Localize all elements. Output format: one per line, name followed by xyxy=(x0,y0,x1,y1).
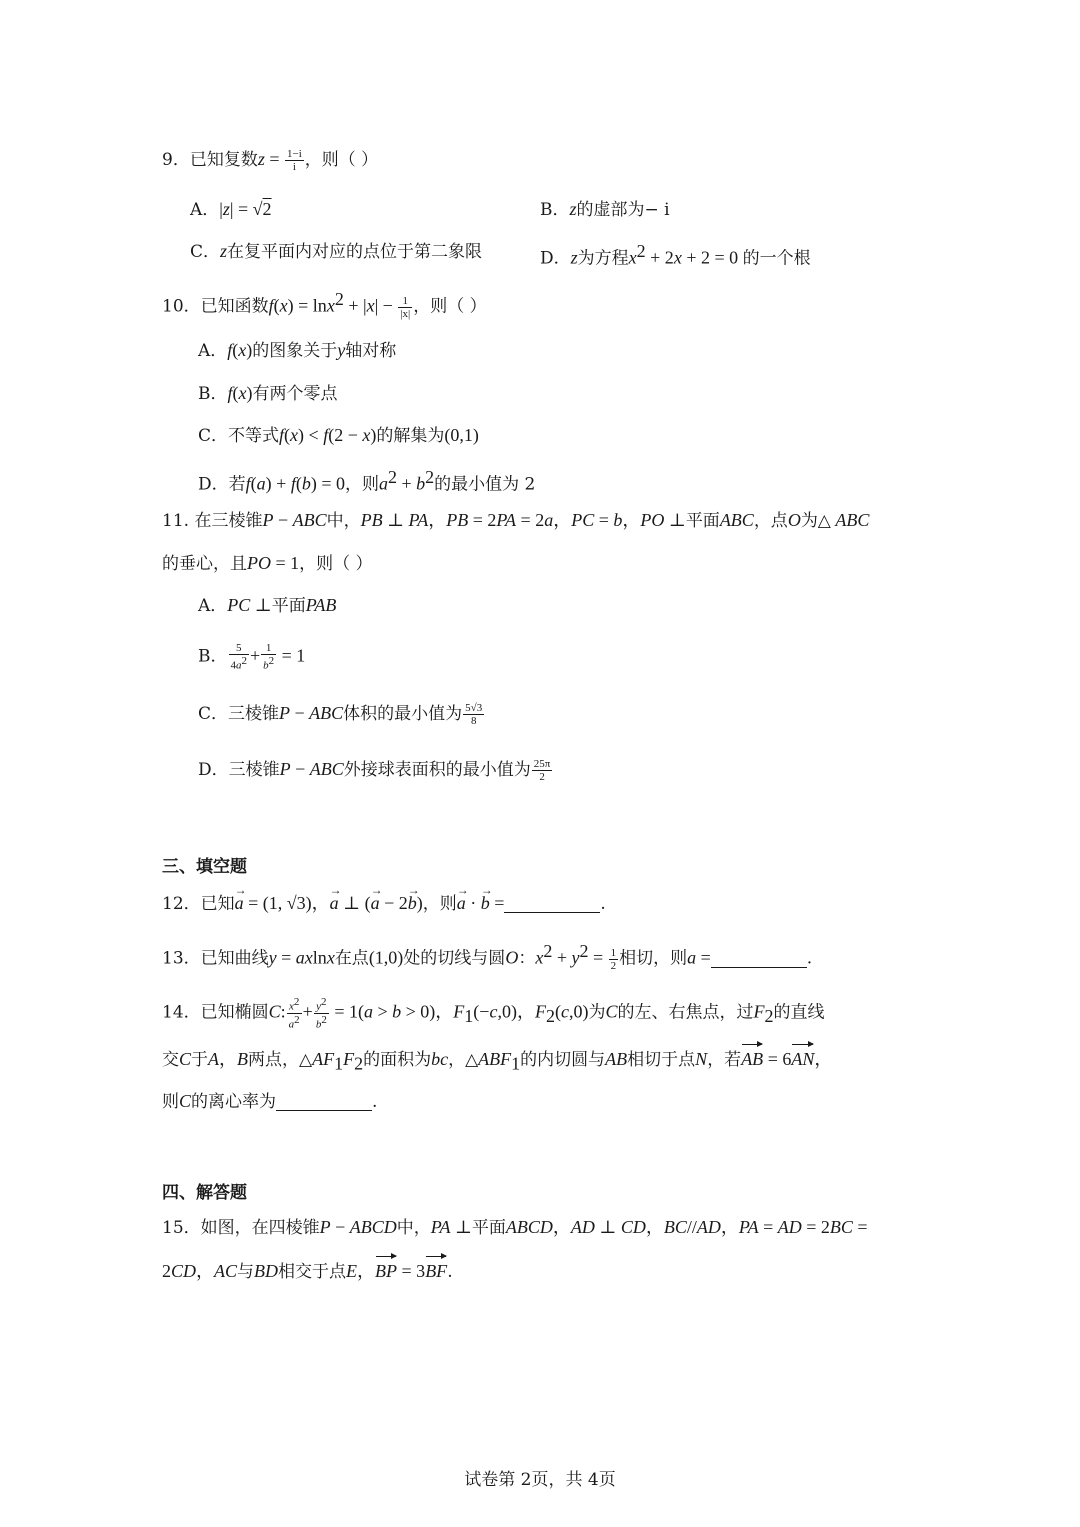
q11-optD-post: 外接球表面积的最小值为 xyxy=(343,760,531,780)
q10-fraction xyxy=(398,295,412,320)
q9-optA-tail: 2 xyxy=(262,199,272,219)
q11-optD-fraction xyxy=(532,758,553,783)
q9-optB-label: B． xyxy=(540,200,570,220)
q11-optC-den: 8 xyxy=(470,715,477,727)
q10-optD-pre: 若 xyxy=(228,474,246,495)
q15-line2-post: . xyxy=(447,1262,453,1282)
q14-line3-post: . xyxy=(372,1092,378,1112)
q11-stem1-a: 中， xyxy=(326,511,361,531)
q10-optA-label: A． xyxy=(198,341,228,361)
q11-optC-num: 5√3 xyxy=(465,702,483,714)
q15-line2-a: 与 xyxy=(237,1262,255,1282)
q11-optA-mid: 平面 xyxy=(271,596,306,616)
q13-mid1: 在点 xyxy=(334,948,369,969)
q15-line1-b: 平面 xyxy=(471,1218,506,1238)
section-fill-in-heading: 三、填空题 xyxy=(162,857,247,877)
q10-optD-post: 的最小值为 2 xyxy=(434,474,536,495)
q11-stem1-pre: 11. 在三棱锥 xyxy=(162,511,263,531)
q14-line3-pre: 则 xyxy=(162,1092,179,1112)
q15-line1-pre: 15．如图，在四棱锥 xyxy=(162,1218,320,1238)
q10-optD-label: D． xyxy=(198,474,229,495)
q9-stem-pre: 9．已知复数 xyxy=(162,150,258,170)
q12-post: . xyxy=(600,894,606,914)
q14-line2-g: ，若 xyxy=(707,1050,742,1070)
q11-stem-line2: 的垂心，且PO = 1，则（ ） xyxy=(162,553,373,574)
q9-frac-den: i xyxy=(292,161,296,173)
q11-stem1-d: 为△ xyxy=(800,511,831,531)
q13: 13．已知曲线y = axlnx在点(1,0)处的切线与圆O：$x^2 + y^2$ = $\frac{1}{2}$ 相切，则a = . xyxy=(162,941,813,972)
q10-optD-mid: ，则 xyxy=(344,474,379,495)
q14-line2-pre: 交 xyxy=(162,1050,179,1070)
q14-line2-f: 相切于点 xyxy=(627,1050,696,1070)
q15-line2-b: 相交于点 xyxy=(278,1262,347,1282)
q9-stem: 9．已知复数z = $\frac{1-i}{i}$ ，则（ ） xyxy=(162,148,379,173)
q12-mid: ，则 xyxy=(422,894,457,914)
q14-line2-d: ，△ xyxy=(448,1050,479,1070)
q11-option-b: B． $\frac{5}{4a^2}$ + $\frac{1}{b^2}$ = 1 xyxy=(198,642,306,672)
q11-optC-pre: 三棱锥 xyxy=(228,704,280,724)
q13-pre: 13．已知曲线 xyxy=(162,948,269,969)
q14-answer-blank xyxy=(276,1092,372,1111)
q11-optC-post: 体积的最小值为 xyxy=(343,704,463,724)
q13-mid2: 处的切线与圆 xyxy=(403,948,506,969)
q14-line2-c: 的面积为 xyxy=(363,1050,432,1070)
q14-line3-mid: 的离心率为 xyxy=(191,1092,277,1112)
q11-option-c: C．三棱锥P − ABC体积的最小值为 $\frac{5√3}{8}$ xyxy=(198,702,483,727)
q10-optB-post: 有两个零点 xyxy=(252,384,338,404)
q10-option-d: D．若f(a) + f(b) = 0，则$a^2 + b^2$的最小值为 2 xyxy=(198,467,536,495)
q10-optA-post: 轴对称 xyxy=(345,341,397,361)
q13-post: . xyxy=(806,948,813,969)
q11-stem-line1: 11. 在三棱锥P − ABC中，PB ⊥ PA，PB = 2PA = 2a，PC = b，PO ⊥平面ABC，点O为△ ABC xyxy=(162,510,870,531)
q11-option-a: A．PC ⊥平面PAB xyxy=(198,595,337,616)
q9-optA-label: A． xyxy=(190,200,220,220)
q9-option-d: D．z为方程$x^2 + 2x + 2 = 0$ 的一个根 xyxy=(540,241,811,269)
q9-optD-post: 的一个根 xyxy=(742,248,811,269)
q10-optC-mid: 的解集为 xyxy=(376,426,445,446)
q9-optD-label: D． xyxy=(540,248,571,269)
q10-option-c: C．不等式f(x) < f(2 − x)的解集为(0,1) xyxy=(198,425,479,446)
q10-stem-pre: 10．已知函数 xyxy=(162,296,269,317)
q10-stem: 10．已知函数f(x) = lnx$^2$ + |x| − $\frac{1}{|x|}$ ，则（ ） xyxy=(162,289,487,320)
q13-mid3: ： xyxy=(518,948,536,969)
q14-line1: 14．已知椭圆C: $\frac{x^2}{a^2}$ + $\frac{y^2}{b^2}$ = 1(a > b > 0)，$F_1(-c,0)$，$F_2(c,0)$为C的左、右焦点，过$F_2$的直线 xyxy=(162,996,825,1031)
q9-frac-num: 1−i xyxy=(287,148,302,160)
q9-optB-text: 的虚部为− i xyxy=(576,200,670,220)
q11-stem2-pre: 的垂心，且 xyxy=(162,554,247,574)
q11-stem1-c: ，点 xyxy=(753,511,788,531)
q9-stem-post: ，则（ ） xyxy=(304,150,379,170)
q14-line2-e: 的内切圆与 xyxy=(520,1050,606,1070)
q11-optC-fraction xyxy=(463,702,484,727)
q10-frac-num: 1 xyxy=(398,295,412,308)
q12: 12．已知→ a = (1, √3)，→ a ⊥ (→ a − 2→ b)，则→ a · → b = . xyxy=(162,890,606,917)
q11-stem2-post: ，则（ ） xyxy=(299,554,373,574)
q14-line2-a: 于 xyxy=(191,1050,209,1070)
q12-answer-blank xyxy=(504,894,600,913)
q11-optD-num: 25π xyxy=(533,758,551,770)
q9-option-c: C．z在复平面内对应的点位于第二象限 xyxy=(190,241,483,262)
q11-option-d: D．三棱锥P − ABC外接球表面积的最小值为 $\frac{25\pi}{2}$ xyxy=(198,758,551,783)
q11-optD-den: 2 xyxy=(539,771,545,783)
section-answer-heading: 四、解答题 xyxy=(162,1183,247,1203)
q11-optD-pre: 三棱锥 xyxy=(228,760,280,780)
q9-option-a: A．|z| = √2 xyxy=(190,199,272,220)
q10-frac-den: |x| xyxy=(400,307,411,320)
q11-optB-label: B． xyxy=(198,646,228,667)
q14-line1-mid: 为 xyxy=(588,1002,606,1023)
q14-line1-end: 的直线 xyxy=(773,1002,825,1023)
q13-mid4: 相切，则 xyxy=(619,948,688,969)
q10-optC-label: C． xyxy=(198,426,229,446)
q10-stem-post: ，则（ ） xyxy=(413,296,487,317)
q10-option-a: A．f(x)的图象关于y轴对称 xyxy=(198,340,397,361)
q11-stem1-b: 平面 xyxy=(685,511,720,531)
q11-optA-label: A． xyxy=(198,596,228,616)
q9-fraction xyxy=(285,148,304,173)
q9-optC-text: 在复平面内对应的点位于第二象限 xyxy=(227,242,483,262)
q10-option-b: B．f(x)有两个零点 xyxy=(198,383,338,404)
q9-optC-label: C． xyxy=(190,242,221,262)
q15-line2: 2CD，AC与BD相交于点E，BP = 3BF. xyxy=(162,1258,453,1285)
q14-line3: 则C的离心率为 . xyxy=(162,1091,378,1112)
q14-line2-b: 两点，△ xyxy=(248,1050,313,1070)
q10-optB-label: B． xyxy=(198,384,228,404)
q9-option-b: B．z的虚部为− i xyxy=(540,199,670,220)
q10-optC-pre: 不等式 xyxy=(228,426,280,446)
q12-pre: 12．已知 xyxy=(162,894,235,914)
q15-line1: 15．如图，在四棱锥P − ABCD中，PA ⊥平面ABCD，AD ⊥ CD，BC//AD，PA = AD = 2BC = xyxy=(162,1217,868,1238)
q9-optD-pre: 为方程 xyxy=(577,248,629,269)
q14-line1-pre: 14．已知椭圆 xyxy=(162,1002,269,1023)
q14-line1-post: 的左、右焦点，过 xyxy=(617,1002,754,1023)
q15-line1-a: 中， xyxy=(396,1218,431,1238)
q10-optA-mid: 的图象关于 xyxy=(252,341,338,361)
q14-line2: 交C于A，B两点，$\triangle AF_1F_2$的面积为bc，$\triangle ABF_1$的内切圆与AB相切于点N，若AB = 6AN， xyxy=(162,1046,832,1076)
page-footer: 试卷第 2页，共 4页 xyxy=(464,1470,616,1490)
q11-optD-label: D． xyxy=(198,760,229,780)
q10-optC-interval: (0,1) xyxy=(444,425,479,445)
q11-optC-label: C． xyxy=(198,704,229,724)
q13-answer-blank xyxy=(711,949,807,968)
